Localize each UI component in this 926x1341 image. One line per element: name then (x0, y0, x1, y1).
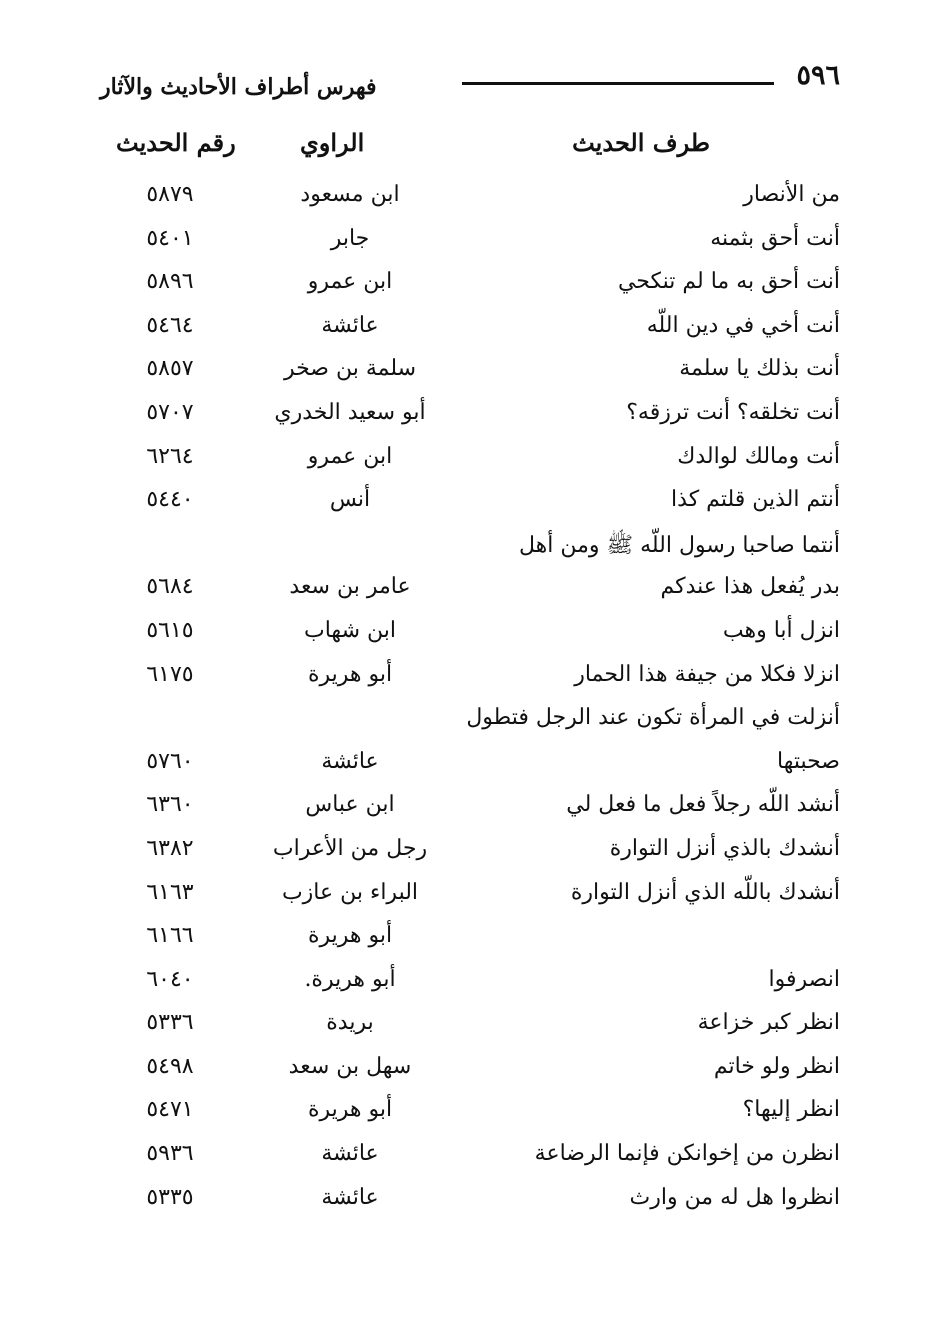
entry-narrator: أبو هريرة (307, 923, 393, 949)
header-rule (462, 82, 774, 85)
column-header-hadith-number: رقم الحديث (116, 128, 236, 157)
entry-hadith-number: ٥٤٧١ (146, 1097, 194, 1123)
entry-hadith-text: أنت أحق به ما لم تنكحي (617, 269, 840, 295)
index-entry-row (80, 570, 840, 614)
index-entries (80, 178, 840, 1224)
entry-narrator: رجل من الأعراب (272, 835, 428, 861)
index-entry-row (80, 352, 840, 396)
entry-hadith-number: ٥٤٤٠ (146, 487, 194, 513)
entry-hadith-text: انظر كبر خزاعة (697, 1010, 840, 1036)
entry-hadith-text: انصرفوا (768, 966, 840, 992)
page-header (100, 60, 840, 104)
page-number: ٥٩٦ (796, 60, 840, 91)
entry-hadith-text: أنت ومالك لوالدك (677, 443, 840, 469)
index-entry-row (80, 1006, 840, 1050)
entry-narrator: عائشة (321, 1141, 379, 1167)
entry-hadith-text: أنشدك باللّه الذي أنزل التوارة (570, 879, 840, 905)
index-entry-row (80, 745, 840, 789)
entry-hadith-text: بدر يُفعل هذا عندكم (660, 574, 840, 600)
entry-hadith-text: أنت أخي في دين اللّه (646, 312, 840, 338)
entry-hadith-text: انظرن من إخوانكن فإنما الرضاعة (534, 1141, 840, 1167)
entry-hadith-number: ٥٤٩٨ (146, 1053, 194, 1079)
index-entry-row (80, 788, 840, 832)
entry-hadith-number: ٥٤٦٤ (146, 312, 194, 338)
entry-hadith-text: انظر إليها؟ (742, 1097, 840, 1123)
entry-hadith-number: ٥٧٦٠ (146, 748, 194, 774)
index-entry-row (80, 1137, 840, 1181)
entry-hadith-text: انظروا هل له من وارث (629, 1184, 840, 1210)
entry-narrator: بريدة (326, 1010, 374, 1036)
entry-narrator: أبو هريرة. (304, 966, 396, 992)
entry-hadith-number: ٥٣٣٦ (146, 1010, 194, 1036)
entry-hadith-number: ٦٠٤٠ (146, 966, 194, 992)
index-entry-row (80, 222, 840, 266)
index-entry-row (80, 440, 840, 484)
entry-hadith-number: ٥٨٧٩ (146, 182, 194, 207)
column-headers (80, 128, 840, 168)
running-title: فهرس أطراف الأحاديث والآثار (100, 74, 377, 100)
index-entry-row (80, 396, 840, 440)
index-entry-row (80, 527, 840, 571)
column-header-hadith-text: طرف الحديث (572, 128, 710, 157)
index-entry-row (80, 309, 840, 353)
index-entry-row (80, 876, 840, 920)
entry-narrator: عامر بن سعد (289, 574, 411, 600)
entry-hadith-number: ٦٣٨٢ (146, 835, 194, 861)
entry-hadith-number: ٥٣٣٥ (146, 1184, 194, 1210)
index-entry-row (80, 1093, 840, 1137)
entry-hadith-number: ٥٧٠٧ (146, 399, 194, 425)
entry-hadith-text: أنت بذلك يا سلمة (679, 356, 840, 382)
entry-hadith-text: أنت تخلقه؟ أنت ترزقه؟ (626, 399, 840, 425)
index-entry-row (80, 483, 840, 527)
entry-narrator: سلمة بن صخر (283, 356, 417, 382)
entry-hadith-number: ٦١٦٦ (146, 923, 194, 949)
entry-narrator: البراء بن عازب (281, 879, 419, 905)
entry-narrator: أبو هريرة (307, 661, 393, 687)
entry-hadith-number: ٥٦١٥ (146, 617, 194, 643)
entry-hadith-number: ٦٣٦٠ (146, 792, 194, 818)
entry-hadith-text: صحبتها (776, 748, 840, 774)
index-entry-row (80, 614, 840, 658)
entry-hadith-number: ٥٤٠١ (146, 225, 194, 251)
entry-hadith-number: ٥٨٩٦ (146, 269, 194, 295)
entry-hadith-text: أنتما صاحبا رسول اللّه ﷺ ومن أهل (519, 532, 840, 558)
entry-hadith-text: أنتم الذين قلتم كذا (671, 487, 840, 513)
entry-narrator: ابن عمرو (307, 443, 393, 469)
entry-hadith-text: انزلا فكلا من جيفة هذا الحمار (574, 661, 840, 687)
entry-hadith-number: ٥٨٥٧ (146, 356, 194, 382)
index-entry-row (80, 265, 840, 309)
entry-narrator: عائشة (321, 748, 379, 774)
entry-narrator: ابن عمرو (307, 269, 393, 295)
entry-hadith-number: ٦١٦٣ (146, 879, 194, 905)
entry-hadith-number: ٥٩٣٦ (146, 1141, 194, 1167)
index-entry-row (80, 832, 840, 876)
entry-narrator: سهل بن سعد (288, 1053, 412, 1079)
entry-hadith-text: أنزلت في المرأة تكون عند الرجل فتطول (466, 705, 840, 731)
entry-hadith-number: ٦١٧٥ (146, 661, 194, 687)
column-header-narrator: الراوي (300, 128, 365, 157)
entry-narrator: ابن شهاب (304, 617, 396, 643)
entry-hadith-number: ٦٢٦٤ (146, 443, 194, 469)
entry-narrator: عائشة (321, 1184, 379, 1210)
index-entry-row (80, 701, 840, 745)
entry-narrator: جابر (330, 225, 370, 251)
entry-hadith-text: أنشد اللّه رجلاً فعل ما فعل لي (566, 792, 840, 818)
entry-hadith-number: ٥٦٨٤ (146, 574, 194, 600)
index-entry-row (80, 178, 840, 222)
entry-narrator: عائشة (321, 312, 379, 338)
entry-hadith-text: من الأنصار (743, 182, 840, 207)
entry-narrator: ابن مسعود (300, 182, 400, 207)
entry-hadith-text: أنشدك بالذي أنزل التوارة (609, 835, 840, 861)
index-entry-row (80, 1050, 840, 1094)
entry-narrator: ابن عباس (305, 792, 395, 818)
entry-hadith-text: انظر ولو خاتم (713, 1053, 840, 1079)
entry-narrator: أبو سعيد الخدري (274, 399, 426, 425)
index-entry-row (80, 919, 840, 963)
entry-hadith-text: انزل أبا وهب (722, 617, 840, 643)
index-entry-row (80, 1181, 840, 1225)
index-entry-row (80, 963, 840, 1007)
index-entry-row (80, 658, 840, 702)
entry-narrator: أنس (329, 487, 371, 513)
entry-narrator: أبو هريرة (307, 1097, 393, 1123)
entry-hadith-text: أنت أحق بثمنه (710, 225, 840, 251)
